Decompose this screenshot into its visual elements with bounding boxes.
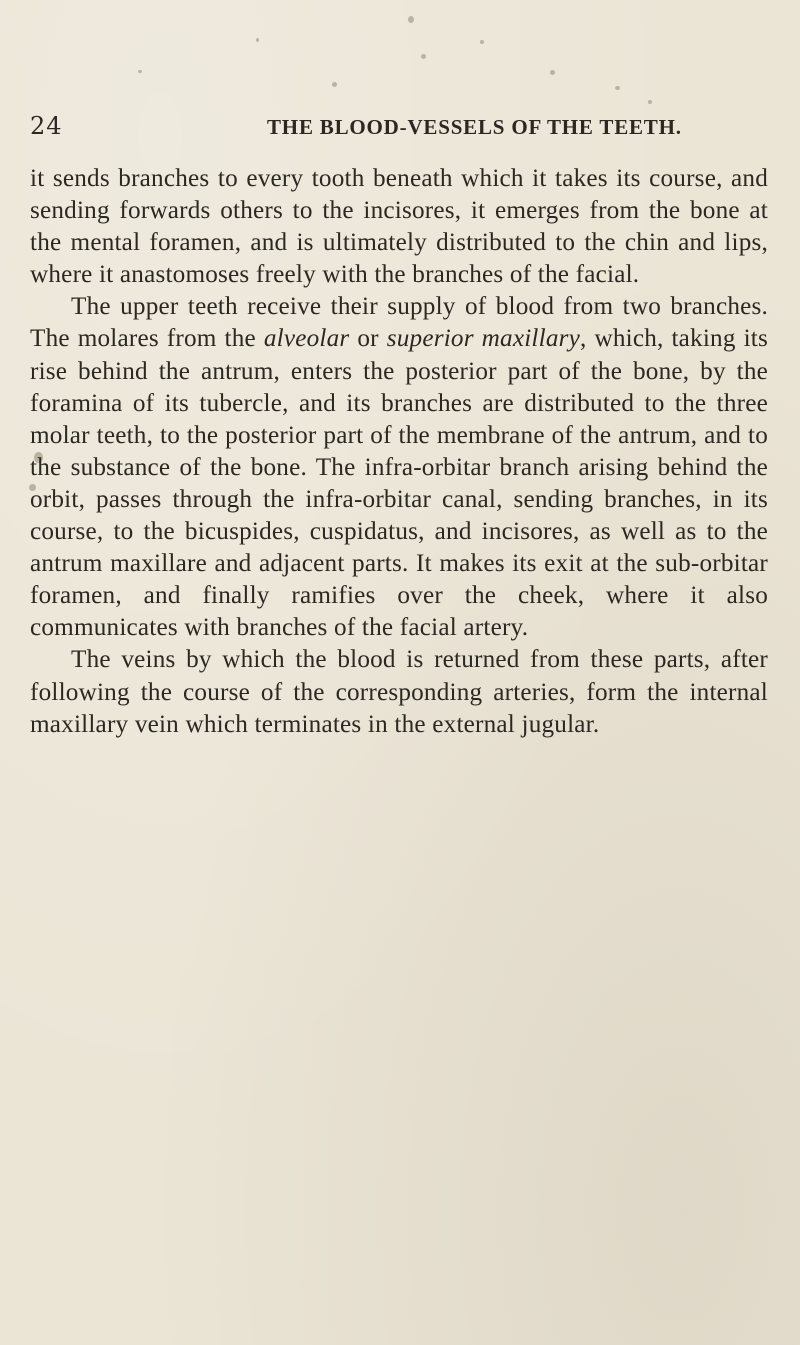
page-header [30,112,770,148]
term-alveolar: alveolar [263,325,350,353]
paper-speck [138,70,142,73]
paper-speck [421,54,426,59]
paragraph-veins: The veins by which the blood is returned from these parts, after following the course of the corresponding arteries, form the internal maxillary vein which terminates in the external jugular. [30,646,768,738]
paragraph-continuation: it sends branches to every tooth beneath which it takes its course, and sending forwards others to the incisores, it emerges from the bone at the mental foramen, and is ultimately distributed to the chin and lips, where it anastomoses freely with the branches of the facial. [30,165,768,289]
paper-speck [550,70,555,75]
paper-speck [480,40,484,44]
paragraph-upper-teeth: The upper teeth receive their supply of blood from two branches. The molares from the alveolar or superior maxillary, which, taking its rise behind the antrum, enters the posterior part of the bone, by the foramina of its tubercle, and its branches are distributed to the three molar teeth, to the posterior part of the membrane of the antrum, and to the substance of the bone. The infra-orbitar branch arising behind the orbit, passes through the infra-orbitar canal, sending branches, in its course, to the bicuspides, cuspidatus, and incisores, as well as to the antrum maxillare and adjacent parts. It makes its exit at the sub-orbitar foramen, and finally ramifies over the cheek, where it also communicates with branches of the facial artery. [30,293,768,642]
paper-speck [648,100,652,104]
term-superior-maxillary: superior maxillary [386,325,580,353]
page-number: 24 [30,112,63,140]
paper-speck [332,82,337,87]
paper-speck [256,38,259,42]
paper-speck [408,16,414,23]
body-text [30,163,768,741]
paper-speck [615,86,620,90]
running-head: THE BLOOD-VESSELS OF THE TEETH. [267,115,682,139]
